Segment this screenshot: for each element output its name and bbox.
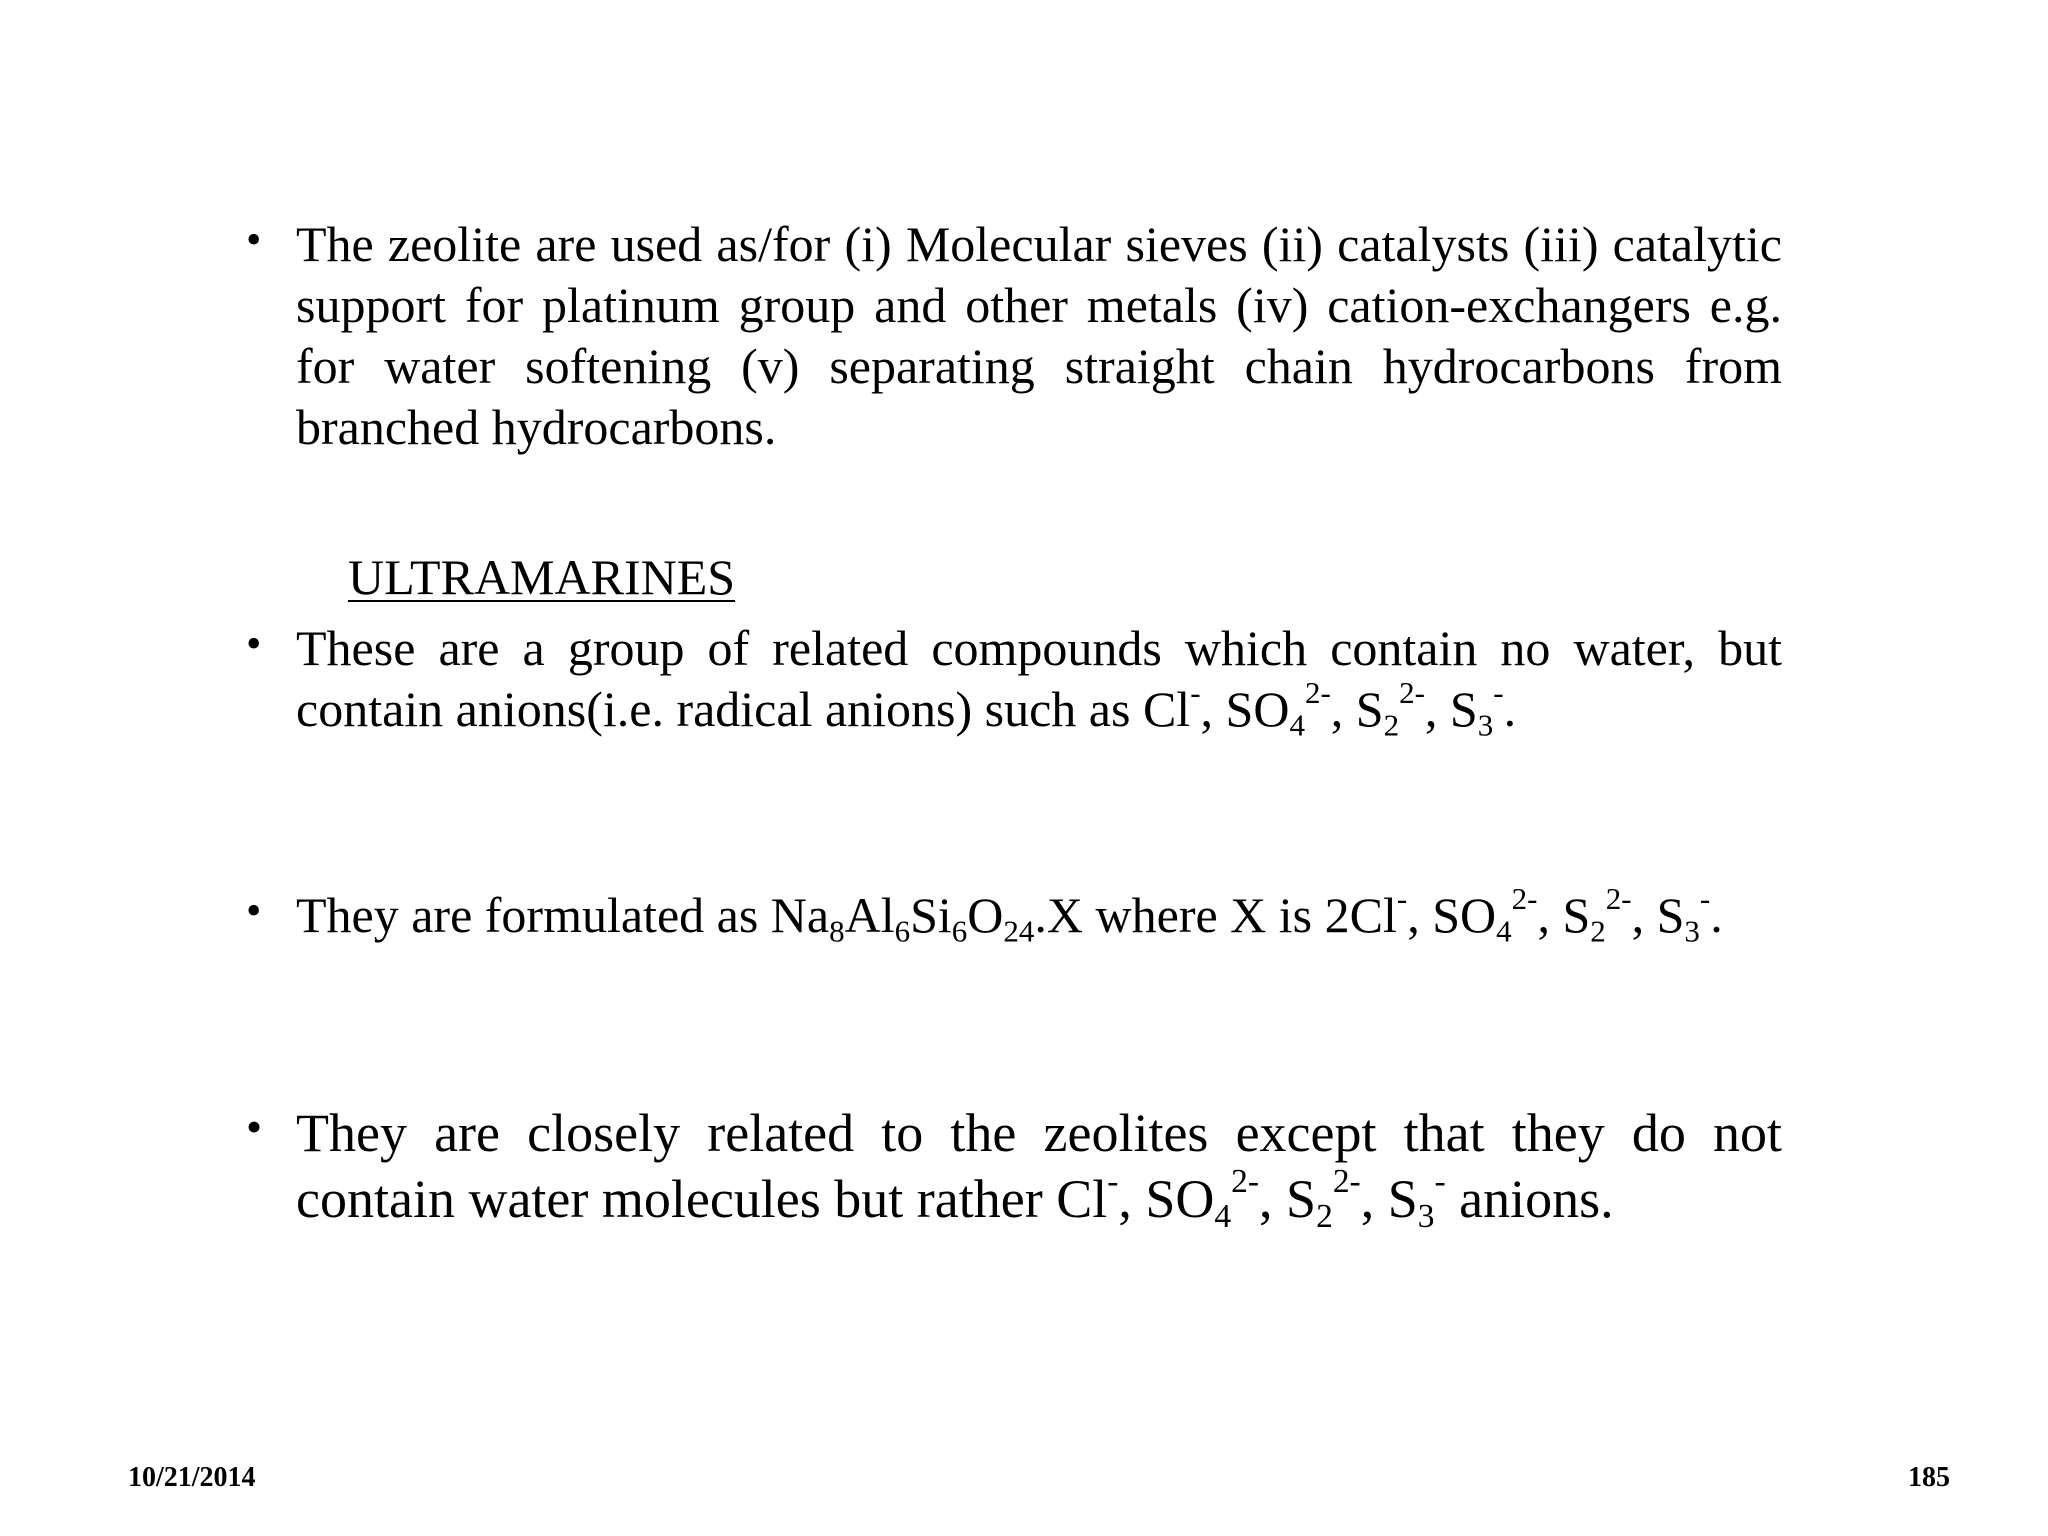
footer-date: 10/21/2014 [128,1462,256,1493]
footer-page-number: 185 [1908,1462,1950,1493]
section-heading-ultramarines: ULTRAMARINES [348,549,736,605]
ultramarines-formula-text: They are formulated as $Na_8Al_6Si_6O_{24}.X$ where X is 2Cl-, $SO_4^{2-}$, $S_2^{2-}$, $S_3^-$. [296,880,1723,949]
bullet-icon: • [246,619,262,668]
bullet-ultramarines-formula [246,880,1782,949]
bullet-zeolite-uses [246,214,1782,458]
bullet-icon: • [246,886,262,935]
bullet-zeolite-comparison [246,1100,1782,1236]
bullet-ultramarines-definition [246,618,1782,743]
zeolite-uses-text: The zeolite are used as/for (i) Molecular sieves (ii) catalysts (iii) catalytic support for platinum group and other metals (iv) cation-exchangers e.g. for water softening (v) separating straight chain hydrocarbons from branched hydrocarbons. [296,216,1782,455]
bullet-icon: • [246,1101,263,1152]
zeolite-comparison-text: They are closely related to the zeolites except that they do not contain water molecules but rather Cl-, $SO_4^{2-}$, $S_2^{2-}$, $S_3^-$ anions. [296,1103,1782,1236]
bullet-icon: • [246,215,262,264]
ultramarines-definition-text: These are a group of related compounds which contain no water, but contain anions(i.e. radical anions) such as Cl-, $SO_4^{2-}$, $S_2^{2-}$, $S_3^-$. [296,620,1782,743]
